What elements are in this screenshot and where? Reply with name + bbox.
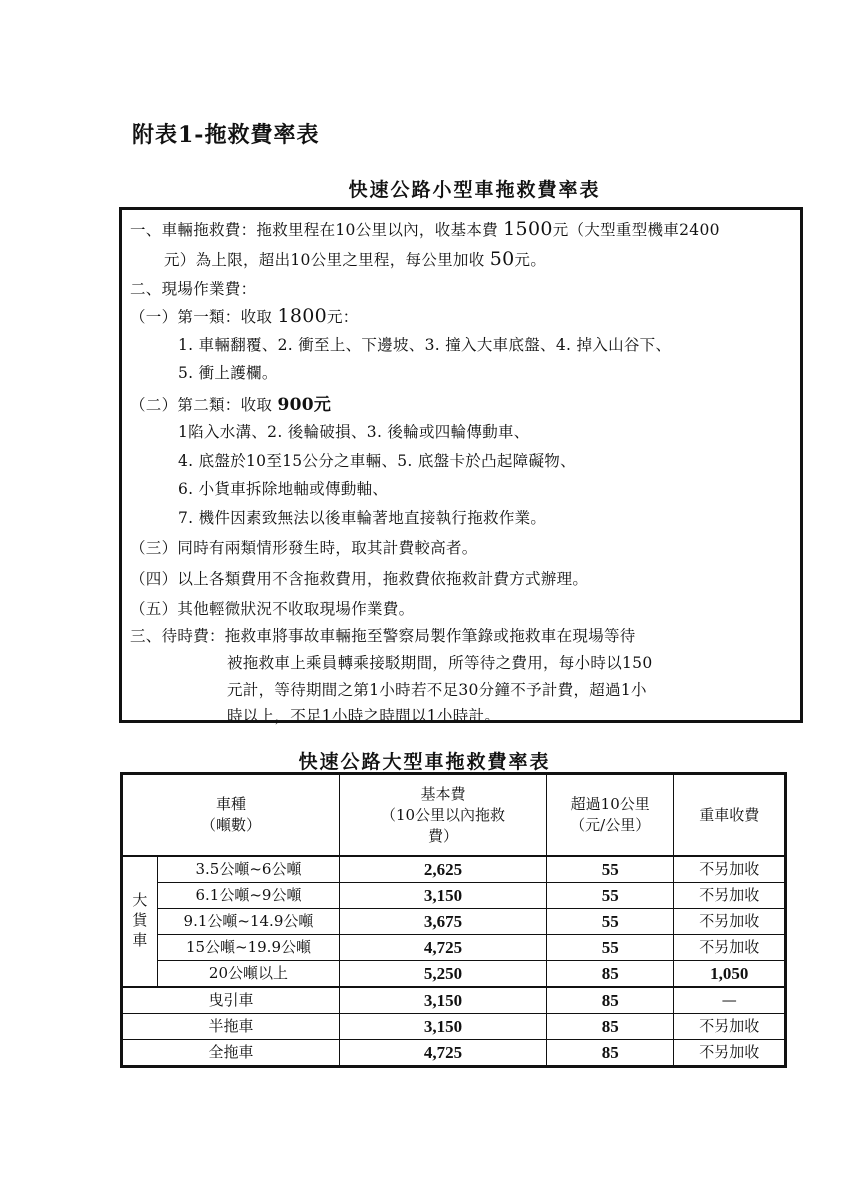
fee-line-12: （三）同時有兩類情形發生時，取其計費較高者。 bbox=[130, 539, 478, 557]
header-over-10km: 超過10公里 （元/公里） bbox=[547, 774, 674, 857]
base-fee-cell: 3,150 bbox=[340, 883, 547, 909]
base-fee-cell: 4,725 bbox=[340, 1040, 547, 1067]
group-label-truck: 大貨車 bbox=[122, 856, 158, 987]
table-row bbox=[122, 987, 786, 1014]
fee-line-1: 一、車輛拖救費：拖救里程在10公里以內，收基本費 1500元（大型重型機車2400 bbox=[130, 218, 720, 240]
fee-line-13: （四）以上各類費用不含拖救費用，拖救費依拖救計費方式辦理。 bbox=[130, 570, 589, 588]
fee-line-10: 6. 小貨車拆除地軸或傳動軸、 bbox=[178, 480, 389, 498]
fee-line-18: 時以上，不足1小時之時間以1小時計。 bbox=[227, 707, 501, 725]
table-row bbox=[122, 909, 786, 935]
fee-line-6: 5. 衝上護欄。 bbox=[178, 364, 278, 382]
fee-line-7: （二）第二類：收取 900元 bbox=[130, 395, 332, 415]
tonnage-cell: 15公噸~19.9公噸 bbox=[157, 935, 339, 961]
heavy-fee-cell: 不另加收 bbox=[674, 1014, 786, 1040]
fee-line-3: 二、現場作業費： bbox=[130, 280, 257, 298]
fee-line-17: 元計，等待期間之第1小時若不足30分鐘不予計費，超過1小 bbox=[227, 681, 647, 699]
table-row bbox=[122, 1014, 786, 1040]
heavy-fee-cell: — bbox=[674, 987, 786, 1014]
over-fee-cell: 85 bbox=[547, 1014, 674, 1040]
fee-line-11: 7. 機件因素致無法以後車輪著地直接執行拖救作業。 bbox=[178, 509, 547, 527]
vehicle-type-cell: 全拖車 bbox=[122, 1040, 340, 1067]
small-vehicle-table-title: 快速公路小型車拖救費率表 bbox=[348, 179, 601, 201]
fee-line-5: 1. 車輛翻覆、2. 衝至上、下邊坡、3. 撞入大車底盤、4. 掉入山谷下、 bbox=[178, 336, 672, 354]
large-vehicle-fee-table bbox=[120, 772, 787, 1068]
fee-line-2: 元）為上限，超出10公里之里程，每公里加收 50元。 bbox=[164, 248, 547, 270]
fee-line-9: 4. 底盤於10至15公分之車輛、5. 底盤卡於凸起障礙物、 bbox=[178, 452, 576, 470]
document-title: 附表1-拖救費率表 bbox=[132, 122, 320, 148]
fee-line-15: 三、待時費：拖救車將事故車輛拖至警察局製作筆錄或拖救車在現場等待 bbox=[130, 627, 636, 645]
table-row bbox=[122, 1040, 786, 1067]
table-row bbox=[122, 961, 786, 988]
tonnage-cell: 20公噸以上 bbox=[157, 961, 339, 988]
tonnage-cell: 3.5公噸~6公噸 bbox=[157, 856, 339, 883]
over-fee-cell: 55 bbox=[547, 935, 674, 961]
vehicle-type-cell: 半拖車 bbox=[122, 1014, 340, 1040]
fee-line-14: （五）其他輕微狀況不收取現場作業費。 bbox=[130, 600, 415, 618]
over-fee-cell: 55 bbox=[547, 909, 674, 935]
heavy-fee-cell: 不另加收 bbox=[674, 935, 786, 961]
tonnage-cell: 6.1公噸~9公噸 bbox=[157, 883, 339, 909]
over-fee-cell: 85 bbox=[547, 961, 674, 988]
over-fee-cell: 55 bbox=[547, 856, 674, 883]
tonnage-cell: 9.1公噸~14.9公噸 bbox=[157, 909, 339, 935]
header-vehicle-type: 車種 （噸數） bbox=[122, 774, 340, 857]
over-fee-cell: 85 bbox=[547, 1040, 674, 1067]
vehicle-type-cell: 曳引車 bbox=[122, 987, 340, 1014]
header-heavy-fee: 重車收費 bbox=[674, 774, 786, 857]
table-row bbox=[122, 935, 786, 961]
over-fee-cell: 85 bbox=[547, 987, 674, 1014]
large-vehicle-table-title: 快速公路大型車拖救費率表 bbox=[298, 751, 551, 773]
base-fee-cell: 3,150 bbox=[340, 1014, 547, 1040]
heavy-fee-cell: 不另加收 bbox=[674, 883, 786, 909]
table-row bbox=[122, 883, 786, 909]
fee-line-16: 被拖救車上乘員轉乘接駁期間，所等待之費用，每小時以150 bbox=[227, 654, 653, 672]
over-fee-cell: 55 bbox=[547, 883, 674, 909]
base-fee-cell: 2,625 bbox=[340, 856, 547, 883]
table-header-row bbox=[122, 774, 786, 857]
heavy-fee-cell: 不另加收 bbox=[674, 1040, 786, 1067]
fee-line-8: 1陷入水溝、2. 後輪破損、3. 後輪或四輪傳動車、 bbox=[178, 423, 530, 441]
base-fee-cell: 5,250 bbox=[340, 961, 547, 988]
header-base-fee: 基本費 （10公里以內拖救 費） bbox=[340, 774, 547, 857]
base-fee-cell: 4,725 bbox=[340, 935, 547, 961]
base-fee-cell: 3,150 bbox=[340, 987, 547, 1014]
table-row bbox=[122, 856, 786, 883]
heavy-fee-cell: 不另加收 bbox=[674, 856, 786, 883]
fee-line-4: （一）第一類：收取 1800元： bbox=[130, 305, 359, 327]
base-fee-cell: 3,675 bbox=[340, 909, 547, 935]
heavy-fee-cell: 不另加收 bbox=[674, 909, 786, 935]
small-vehicle-fee-box bbox=[119, 207, 803, 723]
heavy-fee-cell: 1,050 bbox=[674, 961, 786, 988]
